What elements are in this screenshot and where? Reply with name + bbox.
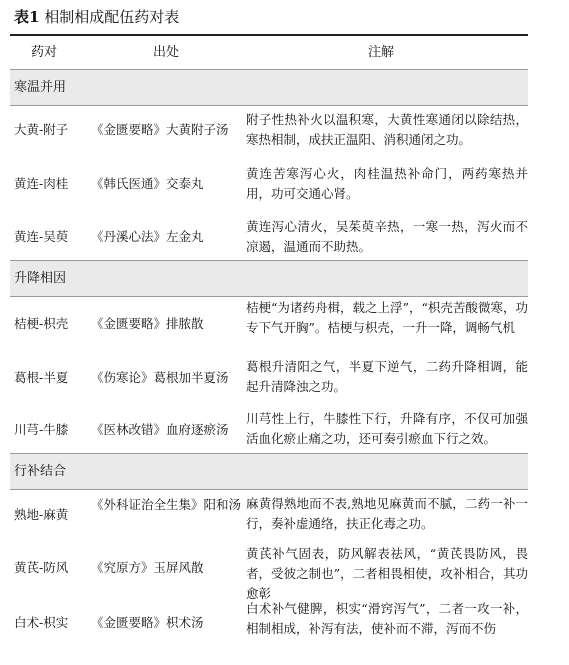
source-cell: 《伤寒论》葛根加半夏汤 (91, 370, 229, 385)
section-header: 升降相因 (10, 260, 528, 297)
source-cell: 《医林改错》血府逐瘀汤 (91, 422, 229, 437)
note-cell: 黄连苦寒泻心火，肉桂温热补命门，两药寒热并用，功可交通心肾。 (246, 166, 528, 201)
section-header: 寒温并用 (10, 69, 528, 106)
note-cell: 黄芪补气固表，防风解表祛风，“黄芪畏防风，畏者，受彼之制也”，二者相畏相使，攻补相合，其功愈彰 (246, 546, 528, 601)
pair-cell: 桔梗-枳壳 (14, 316, 69, 331)
table-title: 相制相成配伍药对表 (44, 8, 180, 26)
note-cell: 麻黄得熟地而不表,熟地见麻黄而不腻，二药一补一行，奏补虚通络，扶正化毒之功。 (246, 496, 528, 531)
header-note: 注解 (368, 45, 395, 60)
section-header: 行补结合 (10, 453, 528, 490)
source-cell: 《金匮要略》枳术汤 (91, 615, 204, 630)
pair-cell: 黄芪-防风 (14, 560, 69, 575)
top-rule (10, 34, 528, 36)
source-cell: 《丹溪心法》左金丸 (91, 229, 204, 244)
pair-cell: 黄连-吴萸 (14, 229, 69, 244)
note-cell: 黄连泻心清火，吴茱萸辛热，一寒一热，泻火而不凉遏，温通而不助热。 (246, 219, 528, 254)
source-cell: 《外科证治全生集》阳和汤 (91, 497, 242, 512)
note-cell: 桔梗“为诸药舟楫，载之上浮”，“枳壳苦酸微寒，功专下气开胸”。桔梗与枳壳，一升一降，调畅气机 (246, 300, 528, 335)
pair-cell: 川芎-牛膝 (14, 422, 69, 437)
table-label: 表1 (14, 8, 40, 26)
pair-cell: 白术-枳实 (14, 615, 69, 630)
note-cell: 附子性热补火以温积寒，大黄性寒通闭以除结热，寒热相制，成扶正温阳、消积通闭之功。 (246, 112, 528, 147)
note-cell: 川芎性上行，牛膝性下行，升降有序，不仅可加强活血化瘀止痛之功，还可奏引瘀血下行之效。 (246, 411, 528, 446)
pair-cell: 熟地-麻黄 (14, 507, 69, 522)
pair-cell: 葛根-半夏 (14, 370, 69, 385)
pair-cell: 黄连-肉桂 (14, 176, 69, 191)
header-pair: 药对 (31, 45, 58, 60)
source-cell: 《金匮要略》大黄附子汤 (91, 122, 229, 137)
note-cell: 葛根升清阳之气，半夏下逆气，二药升降相调，能起升清降浊之功。 (246, 359, 528, 394)
table-caption (14, 7, 179, 27)
pair-cell: 大黄-附子 (14, 122, 69, 137)
source-cell: 《究原方》玉屏风散 (91, 560, 204, 575)
header-source: 出处 (153, 45, 180, 60)
note-cell: 白术补气健脾，枳实“滑窍泻气”，二者一攻一补，相制相成，补泻有法，使补而不滞，泻而不伤 (246, 601, 528, 636)
source-cell: 《金匮要略》排脓散 (91, 316, 204, 331)
source-cell: 《韩氏医通》交泰丸 (91, 176, 204, 191)
